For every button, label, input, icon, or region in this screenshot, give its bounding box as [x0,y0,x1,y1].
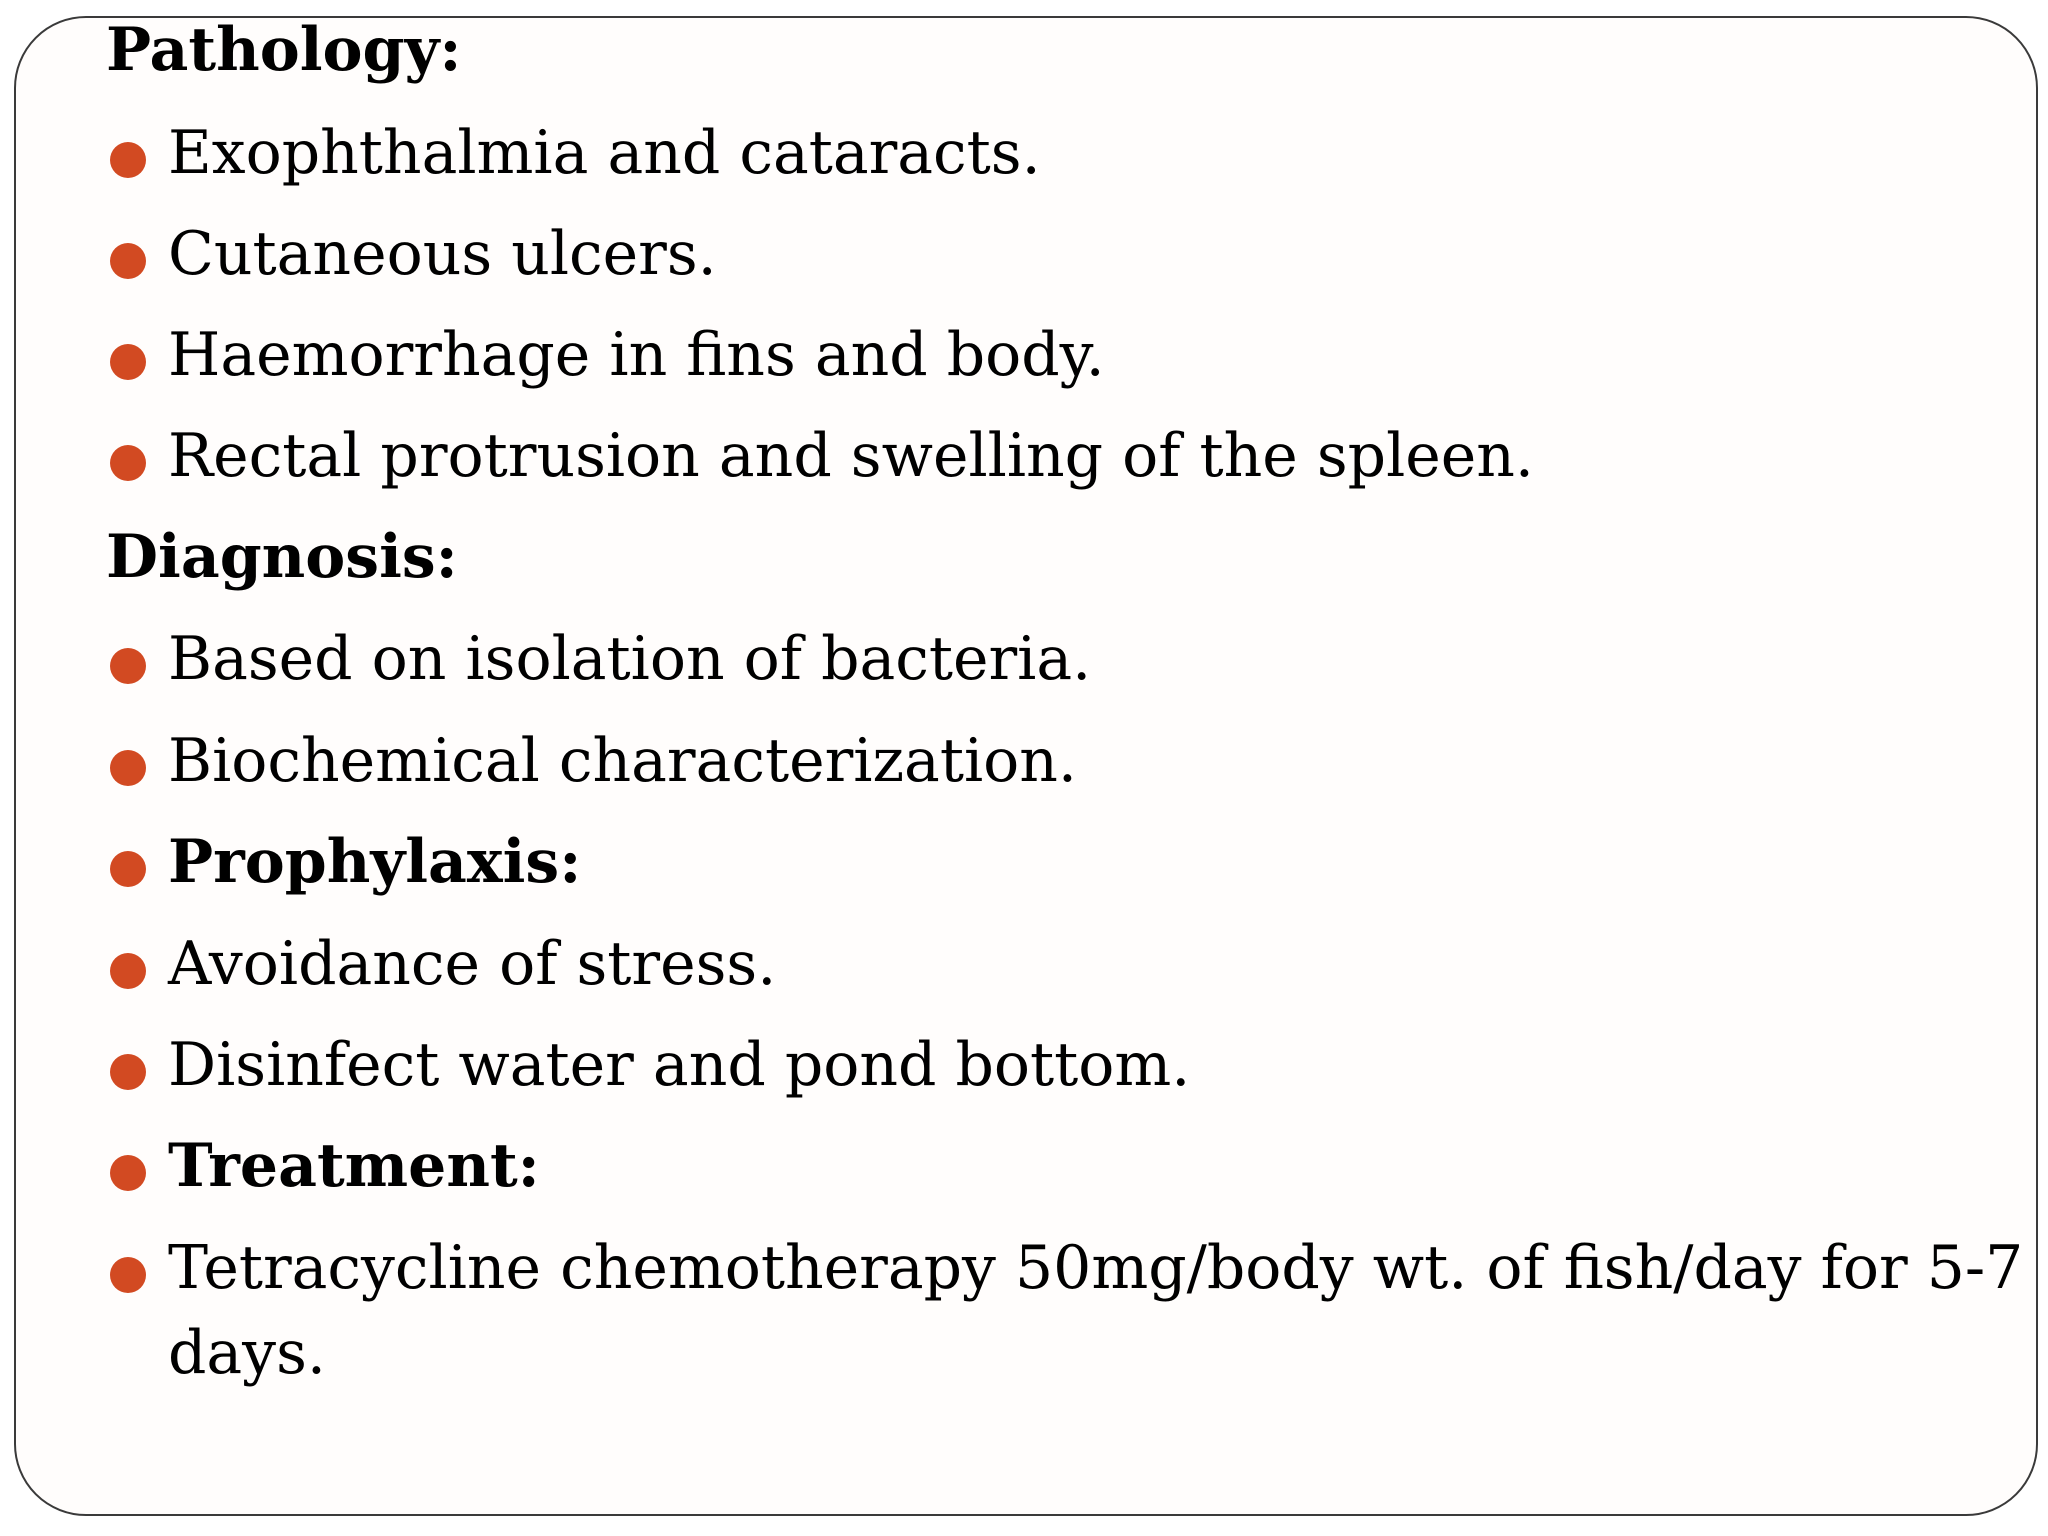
list-item-text: Cutaneous ulcers. [168,219,717,289]
list-item-text: Rectal protrusion and swelling of the spleen. [168,421,1534,491]
bullet-icon [110,750,146,786]
bullet-icon [110,648,146,684]
bullet-icon [110,1054,146,1090]
list-item-continuation: days. [168,1318,326,1388]
list-item-text: Based on isolation of bacteria. [168,624,1092,694]
bullet-icon [110,851,146,887]
bullet-icon [110,953,146,989]
bullet-icon [110,344,146,380]
list-item-text: Exophthalmia and cataracts. [168,118,1041,188]
prophylaxis-heading: Prophylaxis: [168,827,582,897]
pathology-heading: Pathology: [106,15,462,85]
list-item-text: Haemorrhage in fins and body. [168,320,1105,390]
list-item-text: Avoidance of stress. [168,929,777,999]
list-item-text: Disinfect water and pond bottom. [168,1030,1191,1100]
bullet-icon [110,1257,146,1293]
bullet-icon [110,1155,146,1191]
list-item-text: Biochemical characterization. [168,726,1077,796]
bullet-icon [110,243,146,279]
bullet-icon [110,142,146,178]
bullet-icon [110,445,146,481]
diagnosis-heading: Diagnosis: [106,522,458,592]
list-item-text: Tetracycline chemotherapy 50mg/body wt. of fish/day for 5-7 [168,1233,2024,1303]
treatment-heading: Treatment: [168,1131,540,1201]
